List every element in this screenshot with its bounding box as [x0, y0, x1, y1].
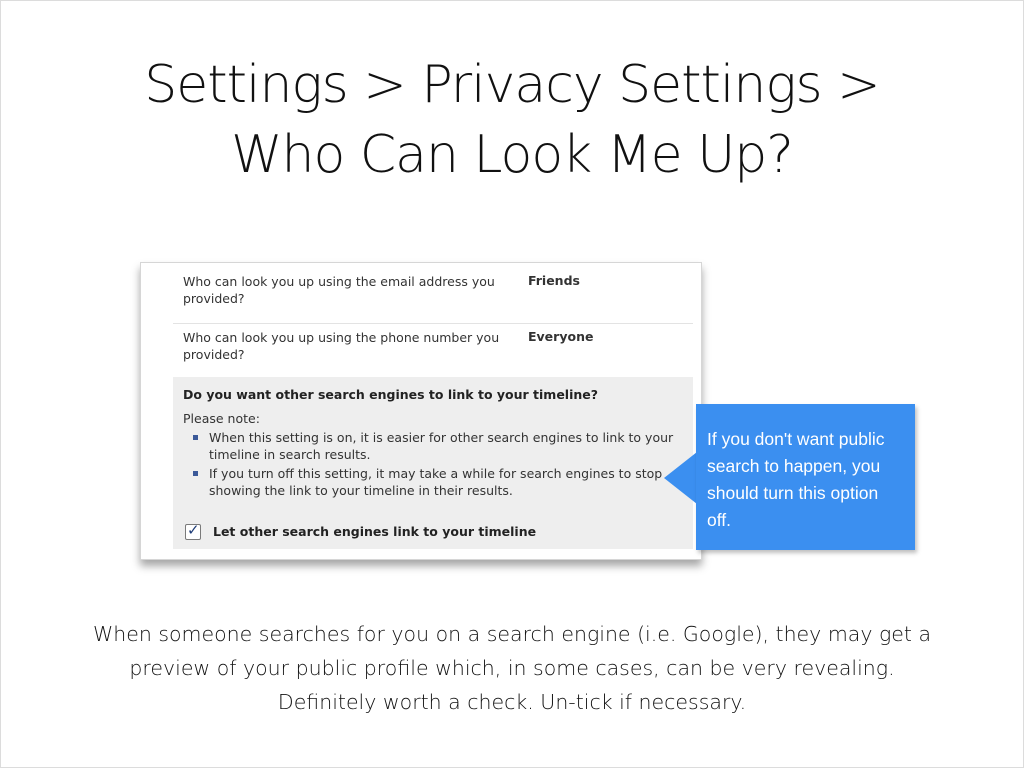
search-engines-heading: Do you want other search engines to link to your timeline?: [183, 387, 598, 402]
email-lookup-value[interactable]: Friends: [528, 273, 580, 288]
slide-body-text: [0, 617, 1024, 719]
please-note-label: Please note:: [183, 411, 260, 426]
bullet-icon: [193, 471, 198, 476]
search-engines-section: [173, 377, 693, 549]
body-line-3: Definitely worth a check. Un-tick if necessary.: [277, 690, 747, 714]
bullet-icon: [193, 435, 198, 440]
title-line-2: Who Can Look Me Up?: [231, 125, 793, 185]
body-line-2: preview of your public profile which, in some cases, can be very revealing.: [129, 656, 895, 680]
email-lookup-row: [173, 273, 693, 324]
title-line-1: Settings > Privacy Settings >: [144, 55, 880, 115]
privacy-settings-screenshot: [140, 262, 702, 560]
list-item: [185, 465, 675, 499]
search-engines-checkbox-label[interactable]: Let other search engines link to your timeline: [212, 524, 537, 539]
email-lookup-question: Who can look you up using the email address you provided?: [183, 274, 495, 306]
checkmark-icon: ✓: [187, 520, 200, 539]
note-bullet-1: When this setting is on, it is easier for other search engines to link to your timeline in search results.: [209, 430, 674, 462]
phone-lookup-row: [173, 329, 693, 379]
phone-lookup-value[interactable]: Everyone: [528, 329, 594, 344]
body-line-1: When someone searches for you on a search engine (i.e. Google), they may get a: [92, 622, 932, 646]
phone-lookup-question: Who can look you up using the phone number you provided?: [183, 330, 500, 362]
callout-text: If you don't want public search to happen, you should turn this option off.: [707, 429, 885, 530]
callout-pointer: [664, 452, 697, 504]
callout-box: [696, 404, 915, 550]
slide-title: [0, 50, 1024, 190]
note-list: [185, 429, 675, 501]
search-engines-checkbox[interactable]: [185, 520, 201, 540]
list-item: [185, 429, 675, 463]
note-bullet-2: If you turn off this setting, it may take a while for search engines to stop showing the link to your timeline in their results.: [209, 466, 663, 498]
search-engines-checkbox-row[interactable]: [185, 520, 537, 540]
